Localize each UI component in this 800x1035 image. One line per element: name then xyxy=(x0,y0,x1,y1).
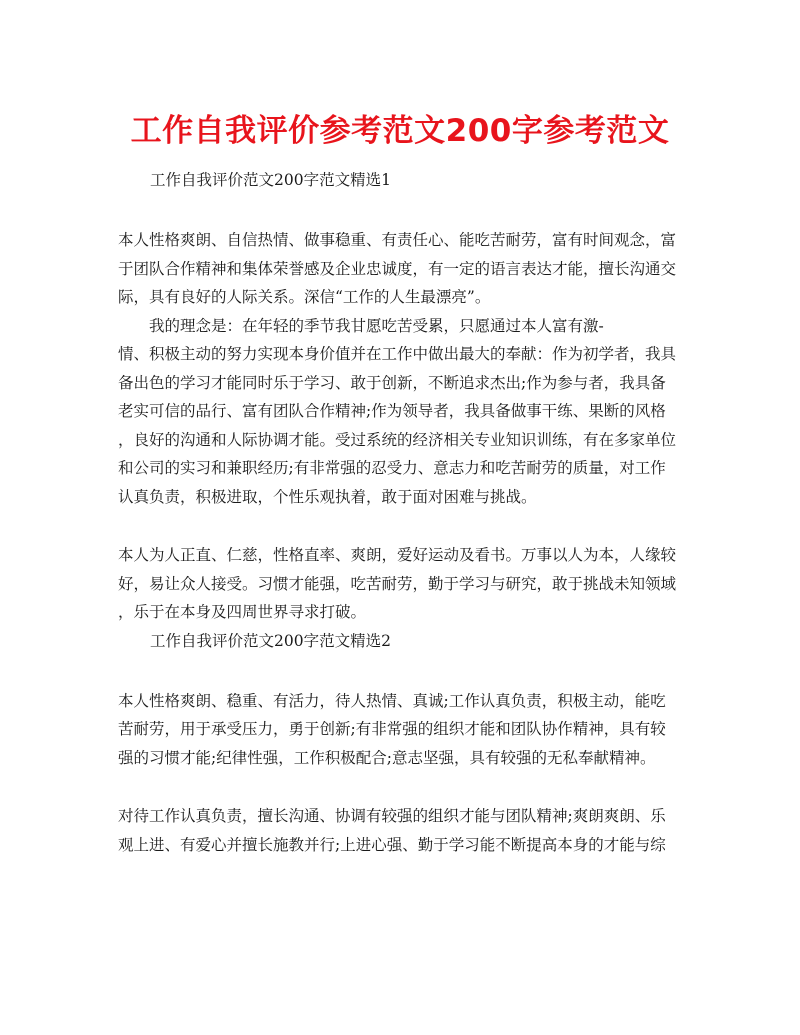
document-body xyxy=(118,166,686,859)
text-line: 备出色的学习才能同时乐于学习、敢于创新，不断追求杰出;作为参与者，我具备 xyxy=(118,373,666,392)
paragraph xyxy=(118,312,686,512)
text-line: ，乐于在本身及四周世界寻求打破。 xyxy=(118,603,367,621)
document-title: 工作自我评价参考范文200字参考范文 xyxy=(130,113,670,149)
text-line: 强的习惯才能;纪律性强，工作积极配合;意志坚强，具有较强的无私奉献精神。 xyxy=(118,748,656,767)
paragraph xyxy=(118,687,686,773)
text-line: 认真负责，积极进取，个性乐观执着，敢于面对困难与挑战。 xyxy=(118,487,537,506)
text-line: 苦耐劳，用于承受压力，勇于创新;有非常强的组织才能和团队协作精神，具有较 xyxy=(118,720,666,738)
text-line: 老实可信的品行、富有团队合作精神;作为领导者，我具备做事干练、果断的风格 xyxy=(118,402,666,420)
text-line: 观上进、有爱心并擅长施教并行;上进心强、勤于学习能不断提高本身的才能与综 xyxy=(118,835,666,854)
text-line: ，良好的沟通和人际协调才能。受过系统的经济相关专业知识训练，有在多家单位 xyxy=(118,430,677,449)
text-line: 好，易让众人接受。习惯才能强，吃苦耐劳，勤于学习与研究，敢于挑战未知领域 xyxy=(118,574,677,593)
text-line: 我的理念是：在年轻的季节我甘愿吃苦受累，只愿通过本人富有激- xyxy=(118,316,604,335)
text-line: 际，具有良好的人际关系。深信“工作的人生最漂亮”。 xyxy=(118,288,491,306)
text-line: 和公司的实习和兼职经历;有非常强的忍受力、意志力和吃苦耐劳的质量，对工作 xyxy=(118,459,666,477)
paragraph xyxy=(118,226,686,312)
paragraph xyxy=(118,541,686,627)
text-line: 本人性格爽朗、自信热情、做事稳重、有责任心、能吃苦耐劳，富有时间观念，富 xyxy=(118,231,677,249)
text-line: 于团队合作精神和集体荣誉感及企业忠诚度，有一定的语言表达才能，擅长沟通交 xyxy=(118,259,677,278)
text-line: 本人为人正直、仁慈，性格直率、爽朗，爱好运动及看书。万事以人为本，人缘较 xyxy=(118,546,677,564)
section-subheading: 工作自我评价范文200字范文精选2 xyxy=(150,631,391,650)
text-line: 本人性格爽朗、稳重、有活力，待人热情、真诚;工作认真负责，积极主动，能吃 xyxy=(118,691,666,710)
paragraph xyxy=(118,802,686,859)
text-line: 对待工作认真负责，擅长沟通、协调有较强的组织才能与团队精神;爽朗爽朗、乐 xyxy=(118,807,666,825)
text-line: 情、积极主动的努力实现本身价值并在工作中做出最大的奉献：作为初学者，我具 xyxy=(118,345,677,363)
section-subheading: 工作自我评价范文200字范文精选1 xyxy=(150,171,391,189)
